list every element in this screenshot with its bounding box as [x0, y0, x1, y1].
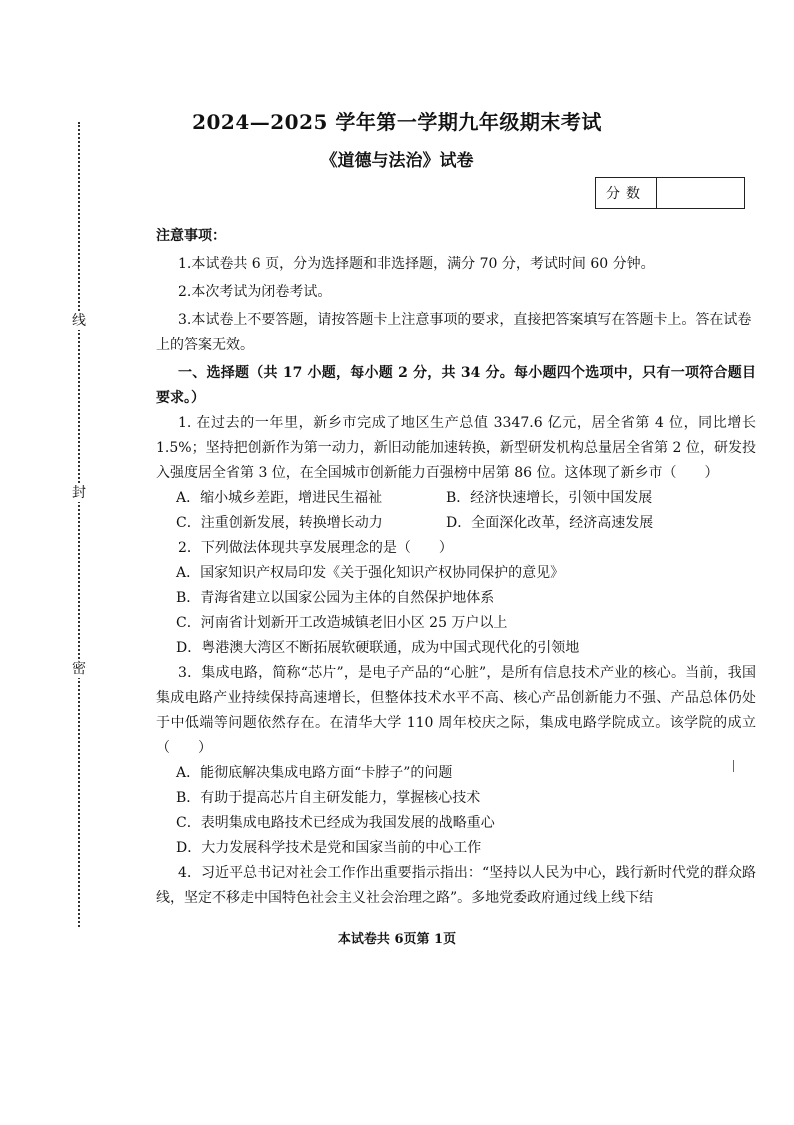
question-1-stem: 1. 在过去的一年里，新乡市完成了地区生产总值 3347.6 亿元，居全省第 4 位，同比增长 1.5%；坚持把创新作为第一动力，新旧动能加速转换，新型研发机构总量居全省第 2 位，研发投入强度居全省第 3 位，在全国城市创新能力百强榜中居第 86 位。这体现了新乡市（ ）	[156, 415, 756, 481]
question-3-option-d: D．大力发展科学技术是党和国家当前的中心工作	[176, 840, 482, 856]
score-box	[595, 177, 745, 209]
page-footer: 本试卷共 6页第 1页	[337, 932, 457, 947]
binding-line	[78, 122, 80, 927]
exam-title: 2024—2025 学年第一学期九年级期末考试	[192, 110, 602, 134]
question-1-option-b: B．经济快速增长，引领中国发展	[446, 490, 653, 506]
question-2-option-c: C．河南省计划新开工改造城镇老旧小区 25 万户以上	[176, 615, 508, 631]
notice-title: 注意事项：	[156, 228, 226, 244]
question-1-option-a: A．缩小城乡差距，增进民生福祉	[176, 490, 383, 506]
score-label: 分数	[596, 178, 657, 208]
question-1-options-row-1	[156, 486, 756, 511]
question-1-options-row-2	[156, 511, 756, 536]
question-2-option-d: D．粤港澳大湾区不断拓展软硬联通，成为中国式现代化的引领地	[176, 640, 580, 656]
question-2-option-b: B．青海省建立以国家公园为主体的自然保护地体系	[176, 590, 495, 606]
question-4-stem: 4．习近平总书记对社会工作作出重要指示指出：“坚持以人民为中心，践行新时代党的群众路线，坚定不移走中国特色社会主义社会治理之路”。多地党委政府通过线上线下结	[156, 865, 756, 906]
question-1-option-d: D．全面深化改革，经济高速发展	[446, 515, 654, 531]
question-1-option-c: C．注重创新发展，转换增长动力	[176, 515, 383, 531]
scan-mark	[733, 760, 734, 772]
question-3-stem: 3．集成电路，简称“芯片”，是电子产品的“心脏”，是所有信息技术产业的核心。当前，我国集成电路产业持续保持高速增长，但整体技术水平不高、核心产品创新能力不强、产品总体仍处于中低端等问题依然存在。在清华大学 110 周年校庆之际，集成电路学院成立。该学院的成立（ ）	[156, 665, 756, 756]
score-value-field[interactable]	[657, 178, 744, 208]
question-2-option-a: A．国家知识产权局印发《关于强化知识产权协同保护的意见》	[176, 565, 565, 581]
question-3-option-a: A．能彻底解决集成电路方面“卡脖子”的问题	[176, 765, 453, 781]
question-3-option-c: C．表明集成电路技术已经成为我国发展的战略重心	[176, 815, 495, 831]
exam-content	[156, 224, 756, 911]
question-2-stem: 2．下列做法体现共享发展理念的是（ ）	[178, 540, 453, 556]
exam-subtitle: 《道德与法治》试卷	[320, 151, 474, 171]
notice-item: 3.本试卷上不要答题，请按答题卡上注意事项的要求，直接把答案填写在答题卡上。答在试卷上的答案无效。	[156, 312, 752, 353]
section-heading: 一、选择题（共 17 小题，每小题 2 分，共 34 分。每小题四个选项中，只有一项符合题目要求。）	[156, 365, 756, 406]
question-3-option-b: B．有助于提高芯片自主研发能力，掌握核心技术	[176, 790, 481, 806]
binding-char-feng: 封	[72, 485, 86, 501]
binding-char-mi: 密	[72, 661, 86, 677]
notice-item: 2.本次考试为闭卷考试。	[178, 284, 332, 300]
binding-char-xian: 线	[72, 313, 86, 329]
notice-item: 1.本试卷共 6 页，分为选择题和非选择题，满分 70 分，考试时间 60 分钟。	[178, 256, 655, 272]
